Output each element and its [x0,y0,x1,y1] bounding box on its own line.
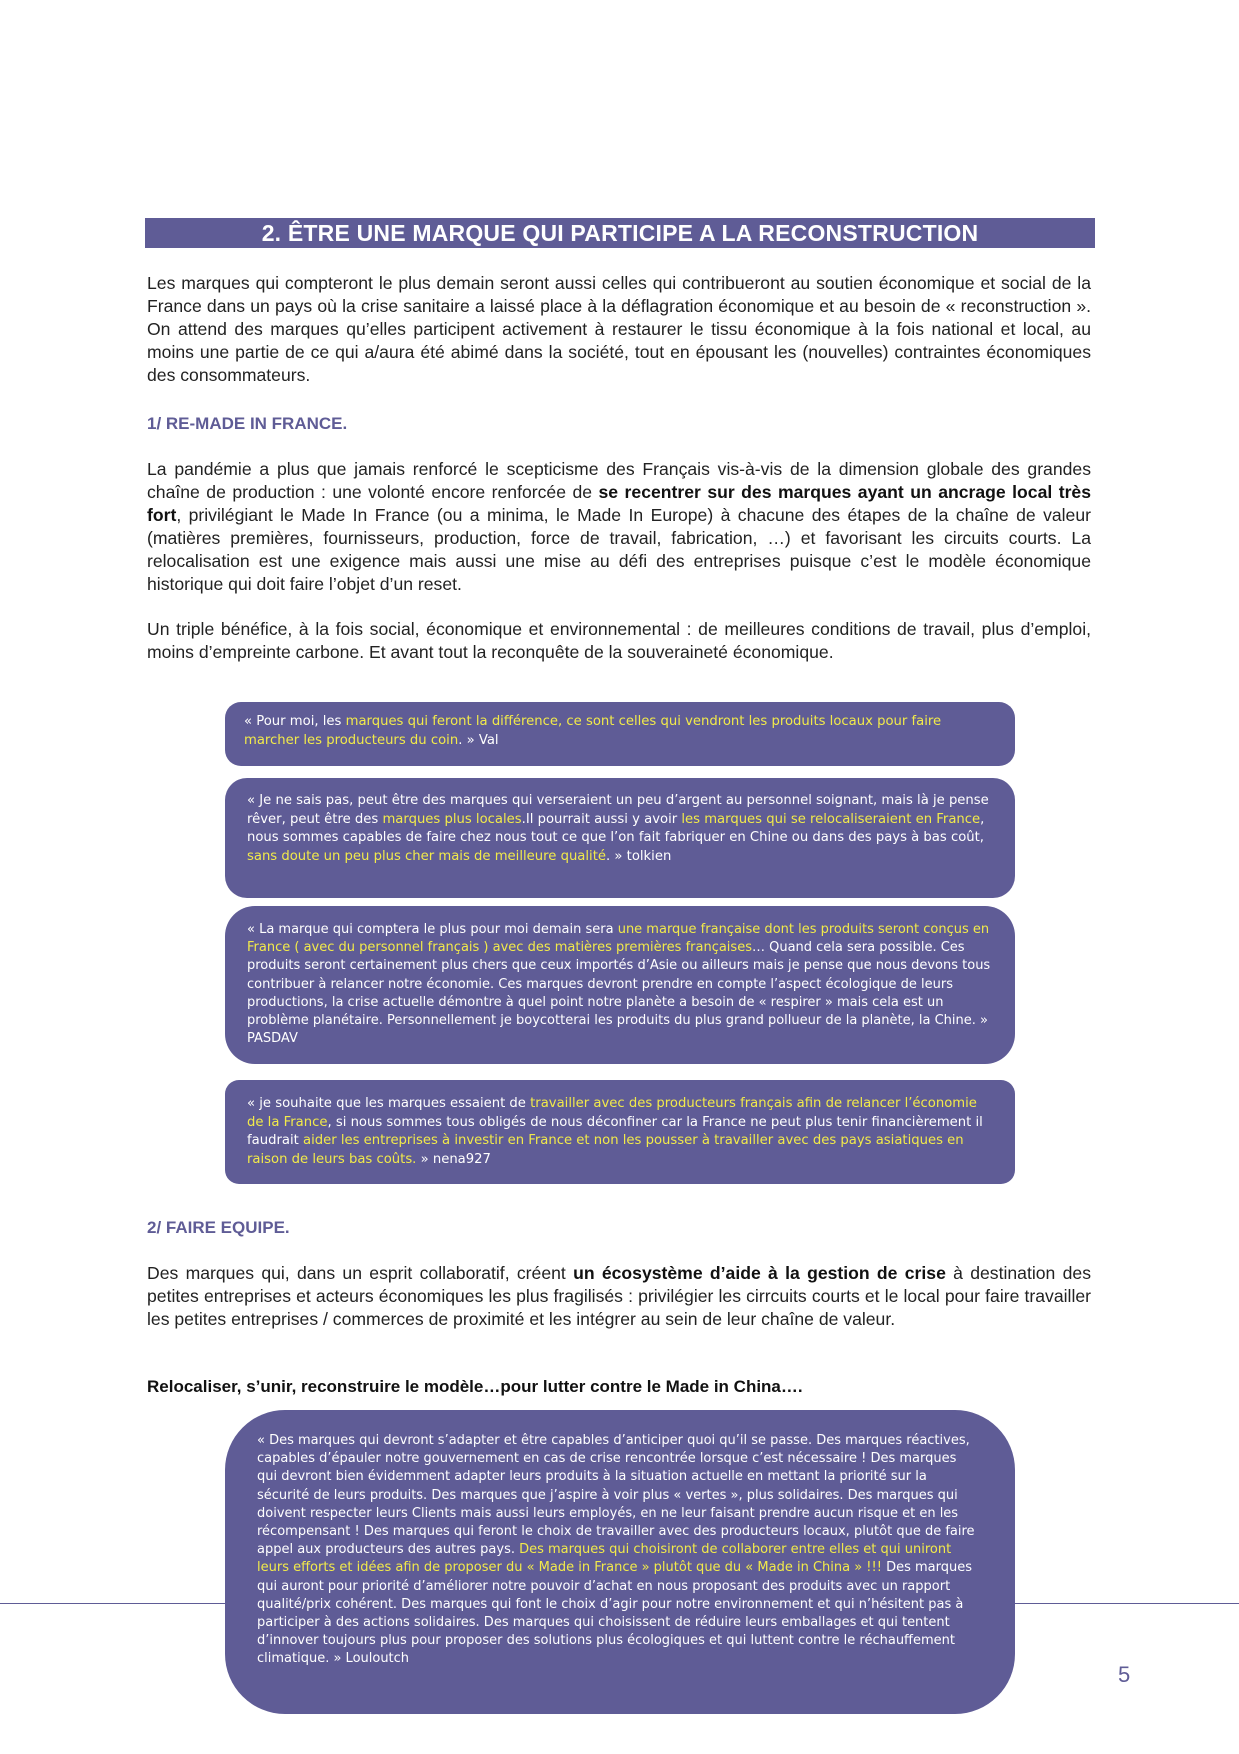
quote-text: « La marque qui comptera le plus pour moi demain sera [247,922,618,937]
remade-paragraph-text-2: , privilégiant le Made In France (ou a minima, le Made In Europe) à chacune des étapes de la chaîne de valeur (matières premières, fournisseurs, production, force de travail, fabrication, …) et favorisant les circuits courts. La relocalisation est une exigence mais aussi une mise au défi des entreprises puisque c’est le modèle économique historique qui doit faire l’objet d’un reset. [147,505,1091,594]
faire-equipe-emphasis: un écosystème d’aide à la gestion de crise [573,1263,946,1283]
quote-highlight: une marque française dont les produits seront conçus en France ( avec du personnel français ) avec des matières premières françaises [247,922,990,956]
quote-highlight: marques qui feront la différence, ce sont celles qui vendront les produits locaux pour faire marcher les producteurs du coin [244,714,942,748]
quote-highlight: Des marques qui choisiront de collaborer entre elles et qui uniront leurs efforts et idées afin de proposer du « Made in France » plutôt que du « Made in China » !!! [257,1542,952,1576]
quote-text: « Pour moi, les [244,714,346,729]
quote-text: . » tolkien [606,848,672,864]
quote-box-val [225,702,1015,766]
faire-equipe-text-2: à destination des petites entreprises et acteurs économiques les plus fragilisés : privilégier les cirrcuits courts et le local pour faire travailler les petites entreprises / commerces de proximité et les intégrer au sein de leur chaîne de valeur. [147,1263,1091,1329]
faire-equipe-text-1: Des marques qui, dans un esprit collaboratif, créent [147,1263,574,1283]
intro-paragraph: Les marques qui compteront le plus demain seront aussi celles qui contribueront au soutien économique et social de la France dans un pays où la crise sanitaire a laissé place à la déflagration économique et au besoin de « reconstruction ». On attend des marques qu’elles participent activement à restaurer le tissu économique à la fois national et local, au moins une partie de ce qui a/aura été abimé dans la société, tout en épousant les (nouvelles) contraintes économiques des consommateurs. [147,273,1091,385]
tagline: Relocaliser, s’unir, reconstruire le modèle…pour lutter contre le Made in China…. [147,1377,803,1396]
quote-highlight: aider les entreprises à investir en France et non les pousser à travailler avec des pays asiatiques en raison de leurs bas coûts. [247,1133,964,1167]
quote-box-nena927 [225,1080,1015,1184]
subsection-heading-remade-in-france: 1/ RE-MADE IN FRANCE. [147,414,348,433]
quote-box-pasdav [225,906,1015,1064]
quote-text: . » Val [458,732,499,748]
quote-text: … Quand cela sera possible. Ces produits seront certainement plus chers que ceux importés d’Asie ou ailleurs mais je pense que nous devons tous contribuer à relancer notre économie. Ces marques devront prendre en compte l’aspect écologique de leurs productions, la crise actuelle démontre à quel point notre planète a besoin de « respirer » mais cela est un problème planétaire. Personnellement je boycotterai les produits du plus grand pollueur de la planète, la Chine. » PASDAV [247,940,991,1047]
quote-text: , si nous sommes tous obligés de nous déconfiner car la France ne peut plus tenir financièrement il faudrait [247,1114,983,1149]
quote-highlight: les marques qui se relocaliseraient en France [681,811,981,827]
remade-paragraph-emphasis: se recentrer sur des marques ayant un ancrage local très fort [147,482,1091,525]
quote-text: Des marques qui auront pour priorité d’améliorer notre pouvoir d’achat en nous proposant des produits avec un rapport qualité/prix cohérent. Des marques qui font le choix d’agir pour notre environnement et qui n’hésitent pas à participer à des actions solidaires. Des marques qui choisissent de réduire leurs emballages et qui tentent d’innover toujours plus pour proposer des solutions plus écologiques et qui luttent contre le réchauffement climatique. » Louloutch [257,1560,972,1667]
triple-benefit-paragraph: Un triple bénéfice, à la fois social, économique et environnemental : de meilleures conditions de travail, plus d’emploi, moins d’empreinte carbone. Et avant tout la reconquête de la souveraineté économique. [147,619,1091,662]
quote-highlight: travailler avec des producteurs français afin de relancer l’économie de la France [247,1096,977,1130]
quote-text: « je souhaite que les marques essaient de [247,1096,531,1111]
page-number: 5 [1118,1662,1131,1687]
quote-highlight: sans doute un peu plus cher mais de meilleure qualité [247,848,606,864]
quote-text: « Je ne sais pas, peut être des marques qui verseraient un peu d’argent au personnel soignant, mais là je pense rêver, peut être des [247,793,989,827]
section-title: 2. ÊTRE UNE MARQUE QUI PARTICIPE A LA RECONSTRUCTION [145,218,1095,248]
remade-paragraph [147,458,1091,596]
quote-highlight: marques plus locales [382,811,522,827]
quote-text: « Des marques qui devront s’adapter et être capables d’anticiper quoi qu’il se passe. Des marques réactives, capables d’épauler notre gouvernement en cas de crise rencontrée lorsque c’est nécessaire ! Des marques qui devront bien évidemment adapter leurs produits à la situation actuelle en mettant la priorité sur la sécurité de leurs produits. Des marques que j’aspire à voir plus « vertes », plus solidaires. Des marques qui doivent respecter leurs Clients mais aussi leurs employés, en ne leur faisant prendre aucun risque et en les récompensant ! Des marques qui feront le choix de travailler avec des producteurs locaux, plutôt que de faire appel aux producteurs des autres pays. [257,1433,975,1558]
quote-box-louloutch [225,1410,1015,1714]
quote-box-tolkien [225,778,1015,898]
faire-equipe-paragraph [147,1262,1091,1331]
quote-text: , nous sommes capables de faire chez nous tout ce que l’on fait fabriquer en Chine ou dans des pays à bas coût, [247,811,985,846]
quote-text: » nena927 [416,1151,491,1167]
quote-text: .Il pourrait aussi y avoir [521,811,682,827]
remade-paragraph-text-1: La pandémie a plus que jamais renforcé le scepticisme des Français vis-à-vis de la dimension globale des grandes chaîne de production : une volonté encore renforcée de [147,459,1091,502]
subsection-heading-faire-equipe: 2/ FAIRE EQUIPE. [147,1218,290,1237]
